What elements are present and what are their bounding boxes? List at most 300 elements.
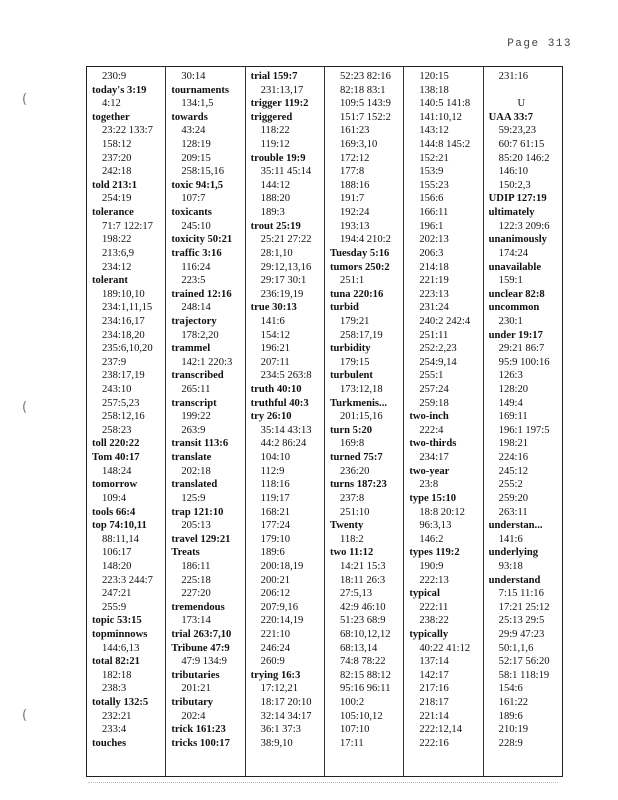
index-reference: 140:5 141:8	[419, 98, 471, 110]
index-term: trajectory	[171, 315, 217, 327]
index-reference: 60:7 61:15	[498, 139, 545, 151]
index-reference: 238:22	[419, 615, 449, 627]
index-reference: 25:21 27:22	[260, 234, 312, 246]
index-reference: 209:15	[181, 152, 211, 164]
index-reference: 25:13 29:5	[498, 615, 545, 627]
index-term: UAA 33:7	[488, 111, 534, 123]
index-term: transcribed	[171, 370, 224, 382]
index-reference: 236:20	[339, 465, 370, 477]
index-reference: 222:16	[419, 737, 449, 749]
index-reference: 234:1,11,15	[102, 302, 153, 314]
index-reference: 257:24	[419, 384, 449, 396]
index-reference: 238:17,19	[102, 370, 145, 382]
index-reference: 29:17 30:1	[260, 275, 307, 287]
index-term: truthful 40:3	[250, 397, 309, 409]
index-reference: 28:1,10	[260, 247, 293, 259]
index-term: turbulent	[329, 370, 373, 382]
index-reference: 159:1	[498, 275, 523, 287]
index-reference: 196:21	[260, 343, 291, 355]
index-reference: 205:13	[181, 520, 211, 532]
index-reference: 199:22	[181, 411, 211, 423]
index-reference: 240:2 242:4	[419, 315, 471, 327]
index-reference: 153:9	[419, 166, 444, 178]
index-reference: 198:21	[498, 438, 529, 450]
index-reference: 251:11	[419, 329, 449, 341]
index-reference: 148:24	[102, 465, 132, 477]
index-column-2	[166, 67, 245, 776]
index-reference: 196:1 197:5	[498, 424, 550, 436]
index-term: tomorrow	[92, 479, 138, 491]
index-reference: 189:3	[260, 207, 285, 219]
index-reference: 222:13	[419, 574, 449, 586]
index-reference: 156:6	[419, 193, 444, 205]
index-reference: 254:9,14	[419, 356, 457, 368]
index-reference: 222:11	[419, 601, 449, 613]
index-reference: 7:15 11:16	[498, 588, 544, 600]
index-reference: 128:20	[498, 384, 529, 396]
index-reference: 238:3	[102, 683, 127, 695]
index-reference: 40:22 41:12	[419, 642, 471, 654]
index-reference: 193:13	[339, 220, 370, 232]
index-reference: 143:12	[419, 125, 449, 137]
index-reference: 207:11	[260, 356, 290, 368]
index-reference: 109:4	[102, 492, 127, 504]
index-term: towards	[171, 111, 208, 123]
index-reference: 258:23	[102, 424, 132, 436]
index-reference: 228:9	[498, 737, 523, 749]
index-term: Treats	[171, 547, 200, 559]
index-term: two-inch	[409, 411, 449, 423]
index-reference: 158:12	[102, 139, 132, 151]
index-reference: 221:14	[419, 710, 449, 722]
index-reference: 14:21 15:3	[339, 560, 386, 572]
index-reference: 236:19,19	[260, 288, 304, 300]
margin-punch-mark: (	[22, 400, 28, 415]
index-term: trigger 119:2	[250, 98, 309, 110]
index-reference: 95:9 100:16	[498, 356, 550, 368]
index-reference: 68:10,12,12	[339, 628, 391, 640]
index-reference: 118:2	[339, 533, 364, 545]
index-reference: 134:1,5	[181, 98, 214, 110]
index-term: typical	[409, 588, 440, 600]
index-term: transcript	[171, 397, 217, 409]
index-reference: 210:19	[498, 724, 529, 736]
index-term: told 213:1	[92, 179, 138, 191]
index-reference: 231:13,17	[260, 84, 304, 96]
index-reference: 213:6,9	[102, 247, 135, 259]
index-reference: 222:12,14	[419, 724, 462, 736]
index-reference: 258:12,16	[102, 411, 145, 423]
index-reference: 202:18	[181, 465, 211, 477]
index-reference: 230:9	[102, 71, 127, 82]
index-term: transit 113:6	[171, 438, 229, 450]
index-term: unanimously	[488, 234, 547, 246]
index-reference: 105:10,12	[339, 710, 383, 722]
index-reference: 223:13	[419, 288, 449, 300]
index-term: trick 161:23	[171, 724, 226, 736]
index-reference: 223:3 244:7	[102, 574, 153, 586]
index-reference: 142:17	[419, 669, 449, 681]
index-reference: 36:1 37:3	[260, 724, 301, 736]
index-reference: 201:21	[181, 683, 211, 695]
index-term: travel 129:21	[171, 533, 231, 545]
index-term: today's 3:19	[92, 84, 147, 96]
index-reference: 141:6	[260, 315, 285, 327]
index-reference: 150:2,3	[498, 179, 531, 191]
index-reference: 95:16 96:11	[339, 683, 391, 695]
index-section-letter: U	[517, 98, 526, 110]
index-reference: 118:16	[260, 479, 290, 491]
index-column-1	[87, 67, 166, 776]
index-reference: 237:20	[102, 152, 132, 164]
index-reference: 258:15,16	[181, 166, 224, 178]
index-reference: 169:8	[339, 438, 365, 450]
index-reference: 201:15,16	[339, 411, 383, 423]
index-column-5	[404, 67, 483, 776]
index-reference: 247:21	[102, 588, 132, 600]
index-term: two 11:12	[329, 547, 374, 559]
index-reference: 18:11 26:3	[339, 574, 386, 586]
index-reference: 155:23	[419, 179, 449, 191]
index-reference: 178:2,20	[181, 329, 219, 341]
index-term: Tribune 47:9	[171, 642, 230, 654]
index-term: trammel	[171, 343, 211, 355]
index-reference: 144:8 145:2	[419, 139, 471, 151]
index-reference: 122:3 209:6	[498, 220, 550, 232]
index-reference: 138:18	[419, 84, 449, 96]
index-reference: 259:20	[498, 492, 529, 504]
index-reference: 207:9,16	[260, 601, 299, 613]
index-reference: 4:12	[102, 98, 121, 110]
index-reference: 179:21	[339, 315, 370, 327]
index-reference: 191:7	[339, 193, 365, 205]
index-reference: 196:1	[419, 220, 444, 232]
index-reference: 126:3	[498, 370, 523, 382]
index-reference: 221:19	[419, 275, 449, 287]
index-reference: 100:2	[339, 697, 365, 709]
index-reference: 189:10,10	[102, 288, 145, 300]
index-reference: 246:24	[260, 642, 291, 654]
index-term: trained 12:16	[171, 288, 232, 300]
index-reference: 107:10	[339, 724, 370, 736]
index-term: turned 75:7	[329, 452, 383, 464]
word-index-table	[86, 66, 563, 777]
index-term: ultimately	[488, 207, 535, 219]
index-reference: 206:3	[419, 247, 444, 259]
index-reference: 161:23	[339, 125, 370, 137]
index-reference: 173:12,18	[339, 384, 383, 396]
index-term: try 26:10	[250, 411, 292, 423]
index-reference: 200:18,19	[260, 560, 304, 572]
index-reference: 206:12	[260, 588, 291, 600]
index-term: total 82:21	[92, 656, 140, 668]
index-reference: 17:11	[339, 737, 364, 749]
index-reference: 29:12,13,16	[260, 261, 312, 273]
index-term: trouble 19:9	[250, 152, 306, 164]
index-term: totally 132:5	[92, 697, 149, 709]
index-term: true 30:13	[250, 302, 297, 314]
index-reference: 23:8	[419, 479, 439, 491]
margin-punch-mark: (	[22, 708, 28, 723]
index-reference: 231:16	[498, 71, 529, 82]
index-reference: 18:8 20:12	[419, 506, 465, 518]
index-term: trap 121:10	[171, 506, 224, 518]
index-reference: 263:11	[498, 506, 528, 518]
index-reference: 169:3,10	[339, 139, 378, 151]
index-reference: 58:1 118:19	[498, 669, 550, 681]
index-term: Tuesday 5:16	[329, 247, 390, 259]
index-reference: 177:8	[339, 166, 365, 178]
index-term: two-year	[409, 465, 450, 477]
index-reference: 234:17	[419, 452, 449, 464]
index-reference: 52:17 56:20	[498, 656, 550, 668]
index-reference: 182:18	[102, 669, 132, 681]
index-reference: 218:17	[419, 697, 449, 709]
index-reference: 42:9 46:10	[339, 601, 386, 613]
index-reference: 151:7 152:2	[339, 111, 391, 123]
index-term: trying 16:3	[250, 669, 301, 681]
index-reference: 112:9	[260, 465, 285, 477]
index-term: tournaments	[171, 84, 230, 96]
index-term: turbidity	[329, 343, 371, 355]
index-reference: 265:11	[181, 384, 211, 396]
index-reference: 119:12	[260, 139, 290, 151]
index-reference: 242:18	[102, 166, 132, 178]
index-reference: 59:23,23	[498, 125, 537, 137]
index-reference: 263:9	[181, 424, 206, 436]
index-reference: 82:18 83:1	[339, 84, 386, 96]
index-reference: 44:2 86:24	[260, 438, 307, 450]
index-reference: 255:1	[419, 370, 444, 382]
index-reference: 106:17	[102, 547, 132, 559]
index-term: trout 25:19	[250, 220, 301, 232]
index-reference: 234:12	[102, 261, 132, 273]
index-term: underlying	[488, 547, 539, 559]
index-reference: 35:11 45:14	[260, 166, 312, 178]
index-reference: 29:9 47:23	[498, 628, 545, 640]
index-term: turn 5:20	[329, 424, 373, 436]
index-reference: 118:22	[260, 125, 290, 137]
index-reference: 154:12	[260, 329, 291, 341]
index-reference: 190:9	[419, 560, 444, 572]
index-term: under 19:17	[488, 329, 543, 341]
index-reference: 260:9	[260, 656, 285, 668]
index-reference: 82:15 88:12	[339, 669, 391, 681]
index-term: type 15:10	[409, 492, 457, 504]
index-reference: 188:20	[260, 193, 291, 205]
index-term: trial 159:7	[250, 71, 298, 82]
index-reference: 224:16	[498, 452, 529, 464]
index-reference: 142:1 220:3	[181, 356, 233, 368]
index-term: together	[92, 111, 130, 123]
index-reference: 96:3,13	[419, 520, 452, 532]
index-term: touches	[92, 737, 127, 749]
index-reference: 30:14	[181, 71, 206, 82]
index-reference: 27:5,13	[339, 588, 373, 600]
index-reference: 234:5 263:8	[260, 370, 312, 382]
index-reference: 125:9	[181, 492, 206, 504]
index-reference: 144:12	[260, 179, 291, 191]
index-reference: 186:11	[181, 560, 211, 572]
index-reference: 220:14,19	[260, 615, 304, 627]
index-reference: 252:2,23	[419, 343, 457, 355]
index-term: types 119:2	[409, 547, 460, 559]
index-reference: 189:6	[498, 710, 523, 722]
index-reference: 168:21	[260, 506, 291, 518]
index-reference: 52:23 82:16	[339, 71, 391, 82]
index-reference: 222:4	[419, 424, 444, 436]
index-reference: 198:22	[102, 234, 132, 246]
index-reference: 172:12	[339, 152, 370, 164]
index-term: turns 187:23	[329, 479, 387, 491]
index-reference: 149:4	[498, 397, 523, 409]
index-reference: 119:17	[260, 492, 290, 504]
index-reference: 29:21 86:7	[498, 343, 545, 355]
page-number-label: Page 313	[507, 38, 572, 50]
index-reference: 152:21	[419, 152, 449, 164]
index-term: understan...	[488, 520, 543, 532]
index-reference: 245:10	[181, 220, 211, 232]
index-reference: 234:18,20	[102, 329, 145, 341]
index-reference: 144:6,13	[102, 642, 140, 654]
index-term: topminnows	[92, 628, 148, 640]
index-term: truth 40:10	[250, 384, 302, 396]
index-reference: 232:21	[102, 710, 132, 722]
index-reference: 116:24	[181, 261, 211, 273]
index-reference: 166:11	[419, 207, 449, 219]
index-term: traffic 3:16	[171, 247, 222, 259]
index-term: unavailable	[488, 261, 542, 273]
index-reference: 188:16	[339, 179, 370, 191]
index-term: Twenty	[329, 520, 364, 532]
index-reference: 148:20	[102, 560, 132, 572]
index-term: unclear 82:8	[488, 288, 545, 300]
index-reference: 194:4 210:2	[339, 234, 391, 246]
index-reference: 255:2	[498, 479, 523, 491]
index-term: topic 53:15	[92, 615, 142, 627]
index-reference: 146:10	[498, 166, 529, 178]
footer-divider	[88, 782, 558, 785]
index-reference: 258:17,19	[339, 329, 383, 341]
index-term: toll 220:22	[92, 438, 140, 450]
index-reference: 141:6	[498, 533, 523, 545]
index-term: toxicants	[171, 207, 212, 219]
index-reference: 234:16,17	[102, 315, 145, 327]
index-term: tributary	[171, 697, 214, 709]
index-term: toxic 94:1,5	[171, 179, 224, 191]
index-reference: 174:24	[498, 247, 529, 259]
index-reference: 230:1	[498, 315, 523, 327]
index-reference: 104:10	[260, 452, 291, 464]
index-reference	[489, 84, 562, 98]
index-reference: 245:12	[498, 465, 529, 477]
index-reference: 161:22	[498, 697, 529, 709]
index-reference: 68:13,14	[339, 642, 378, 654]
index-reference: 237:9	[102, 356, 127, 368]
index-reference: 231:24	[419, 302, 449, 314]
index-reference: 202:13	[419, 234, 449, 246]
index-reference: 179:15	[339, 356, 370, 368]
index-reference: 93:18	[498, 560, 523, 572]
index-term: typically	[409, 628, 449, 640]
index-reference: 71:7 122:17	[102, 220, 153, 232]
index-reference: 50:1,1,6	[498, 642, 534, 654]
index-term: uncommon	[488, 302, 540, 314]
index-reference: 259:18	[419, 397, 449, 409]
index-reference: 192:24	[339, 207, 370, 219]
index-column-6	[484, 67, 562, 776]
index-term: tumors 250:2	[329, 261, 390, 273]
index-reference: 257:5,23	[102, 397, 140, 409]
index-term: trial 263:7,10	[171, 628, 232, 640]
index-term: tricks 100:17	[171, 737, 230, 749]
index-reference: 38:9,10	[260, 737, 293, 749]
index-term: tools 66:4	[92, 506, 136, 518]
index-reference: 146:2	[419, 533, 444, 545]
index-reference: 85:20 146:2	[498, 152, 550, 164]
index-column-4	[325, 67, 404, 776]
index-reference: 107:7	[181, 193, 206, 205]
index-reference: 225:18	[181, 574, 211, 586]
index-reference: 74:8 78:22	[339, 656, 386, 668]
index-reference: 51:23 68:9	[339, 615, 386, 627]
index-reference: 109:5 143:9	[339, 98, 391, 110]
index-term: triggered	[250, 111, 293, 123]
index-reference: 169:11	[498, 411, 528, 423]
index-term: tremendous	[171, 601, 225, 613]
index-reference: 17:21 25:12	[498, 601, 550, 613]
index-reference: 254:19	[102, 193, 132, 205]
index-reference: 23:22 133:7	[102, 125, 153, 137]
index-reference: 179:10	[260, 533, 291, 545]
index-reference: 43:24	[181, 125, 206, 137]
index-term: top 74:10,11	[92, 520, 147, 532]
index-reference: 200:21	[260, 574, 291, 586]
index-reference: 141:10,12	[419, 111, 462, 123]
index-term: understand	[488, 574, 541, 586]
index-reference: 221:10	[260, 628, 291, 640]
index-reference: 235:6,10,20	[102, 343, 153, 355]
index-reference: 214:18	[419, 261, 449, 273]
index-term: two-thirds	[409, 438, 457, 450]
index-term: Tom 40:17	[92, 452, 140, 464]
index-column-3	[246, 67, 325, 776]
index-reference: 251:1	[339, 275, 365, 287]
index-reference: 120:15	[419, 71, 449, 82]
index-reference: 18:17 20:10	[260, 697, 312, 709]
index-reference: 32:14 34:17	[260, 710, 312, 722]
index-term: tolerance	[92, 207, 134, 219]
index-reference: 227:20	[181, 588, 211, 600]
index-reference: 35:14 43:13	[260, 424, 312, 436]
index-reference: 237:8	[339, 492, 365, 504]
index-reference: 217:16	[419, 683, 449, 695]
index-term: translated	[171, 479, 218, 491]
index-reference: 202:4	[181, 710, 206, 722]
index-term: Turkmenis...	[329, 397, 387, 409]
index-reference: 47:9 134:9	[181, 656, 227, 668]
margin-punch-mark: (	[22, 92, 28, 107]
index-reference: 88:11,14	[102, 533, 139, 545]
index-reference: 128:19	[181, 139, 211, 151]
index-term: translate	[171, 452, 212, 464]
index-reference: 243:10	[102, 384, 132, 396]
index-reference: 17:12,21	[260, 683, 299, 695]
index-reference: 251:10	[339, 506, 370, 518]
index-term: UDIP 127:19	[488, 193, 547, 205]
index-term: toxicity 50:21	[171, 234, 233, 246]
index-reference: 248:14	[181, 302, 211, 314]
